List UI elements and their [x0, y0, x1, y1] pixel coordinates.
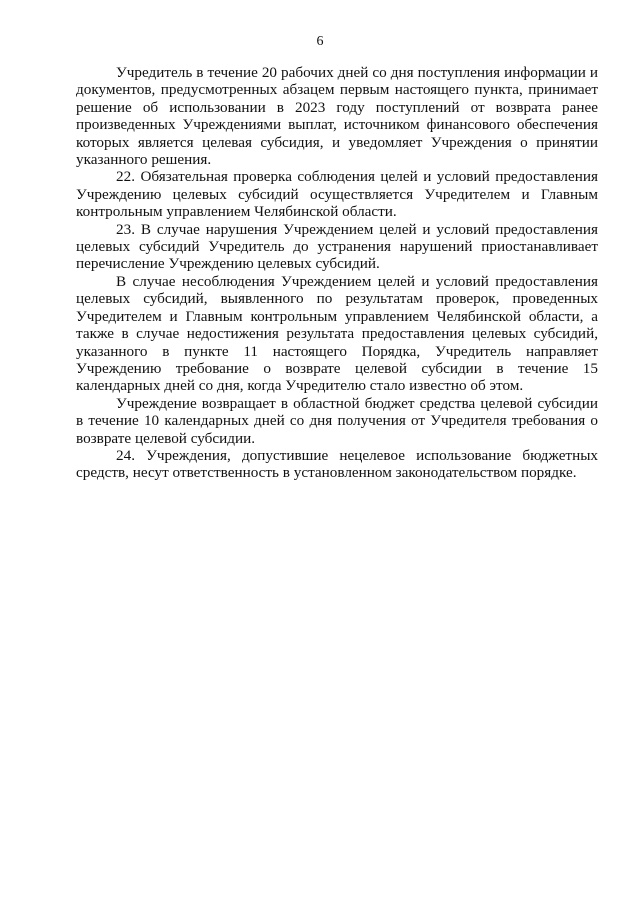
paragraph-founder-decision: Учредитель в течение 20 рабочих дней со дня поступления информации и документов, предусмотренных абзацем первым настоящего пункта, принимает решение об использовании в 2023 году поступлений от возврата ранее произведенных Учреждениями выплат, источником финансового обеспечения которых является целевая субсидия, и уведомляет Учреждения о принятии указанного решения. — [76, 64, 598, 169]
paragraph-22-mandatory-check: 22. Обязательная проверка соблюдения целей и условий предоставления Учреждению целевых субсидий осуществляется Учредителем и Главным контрольным управлением Челябинской области. — [76, 168, 598, 221]
paragraph-24-responsibility: 24. Учреждения, допустившие нецелевое использование бюджетных средств, несут ответственность в установленном законодательством порядке. — [76, 446, 598, 482]
paragraph-23-violation: 23. В случае нарушения Учреждением целей и условий предоставления целевых субсидий Учредитель до устранения нарушений приостанавливает перечисление Учреждению целевых субсидий. — [76, 220, 598, 273]
paragraph-noncompliance-refund-demand: В случае несоблюдения Учреждением целей и условий предоставления целевых субсидий, выявленного по результатам проверок, проведенных Учредителем и Главным контрольным управлением Челябинской области, а также в случае недостижения результата предоставления целевых субсидий, указанного в пункте 11 настоящего Порядка, Учредитель направляет Учреждению требование о возврате целевой субсидии в течение 15 календарных дней со дня, когда Учредителю стало известно об этом. — [76, 272, 598, 395]
document-body — [76, 64, 598, 482]
page-number: 6 — [316, 34, 324, 49]
paragraph-refund-to-budget: Учреждение возвращает в областной бюджет средства целевой субсидии в течение 10 календарных дней со дня получения от Учредителя требования о возврате целевой субсидии. — [76, 394, 598, 447]
